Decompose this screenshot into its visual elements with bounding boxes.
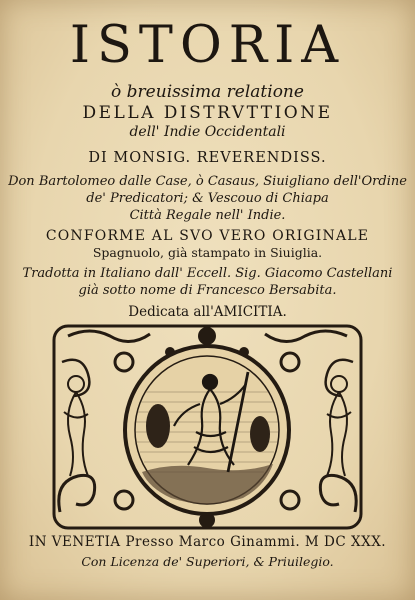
dedication-line: Dedicata all'AMICITIA.: [128, 304, 287, 320]
title-line-indie: dell' Indie Occidentali: [129, 124, 286, 140]
author-line-3: Città Regale nell' Indie.: [129, 208, 286, 223]
title-line-monsig: DI MONSIG. REVERENDISS.: [88, 150, 327, 166]
book-title: ISTORIA: [69, 16, 346, 75]
author-line-1: Don Bartolomeo dalle Case, ò Casaus, Siuigliano dell'Ordine: [8, 174, 407, 189]
spagnuolo-line: Spagnuolo, già stampato in Siuiglia.: [92, 245, 323, 260]
translator-line-2: già sotto nome di Francesco Bersabita.: [78, 283, 337, 298]
title-line-della: DELLA DISTRVTTIONE: [82, 103, 333, 123]
printers-device-engraving: [50, 322, 365, 532]
translator-line-1: Tradotta in Italiano dall' Eccell. Sig. Giacomo Castellani: [22, 266, 393, 281]
imprint-line: IN VENETIA Presso Marco Ginammi. M DC XXX.: [28, 534, 387, 550]
author-line-2: de' Predicatori; & Vescouo di Chiapa: [86, 191, 329, 206]
license-line: Con Licenza de' Superiori, & Priuilegio.: [81, 554, 334, 569]
conforme-line: CONFORME AL SVO VERO ORIGINALE: [45, 228, 370, 244]
subtitle: ò breuissima relatione: [111, 82, 304, 102]
